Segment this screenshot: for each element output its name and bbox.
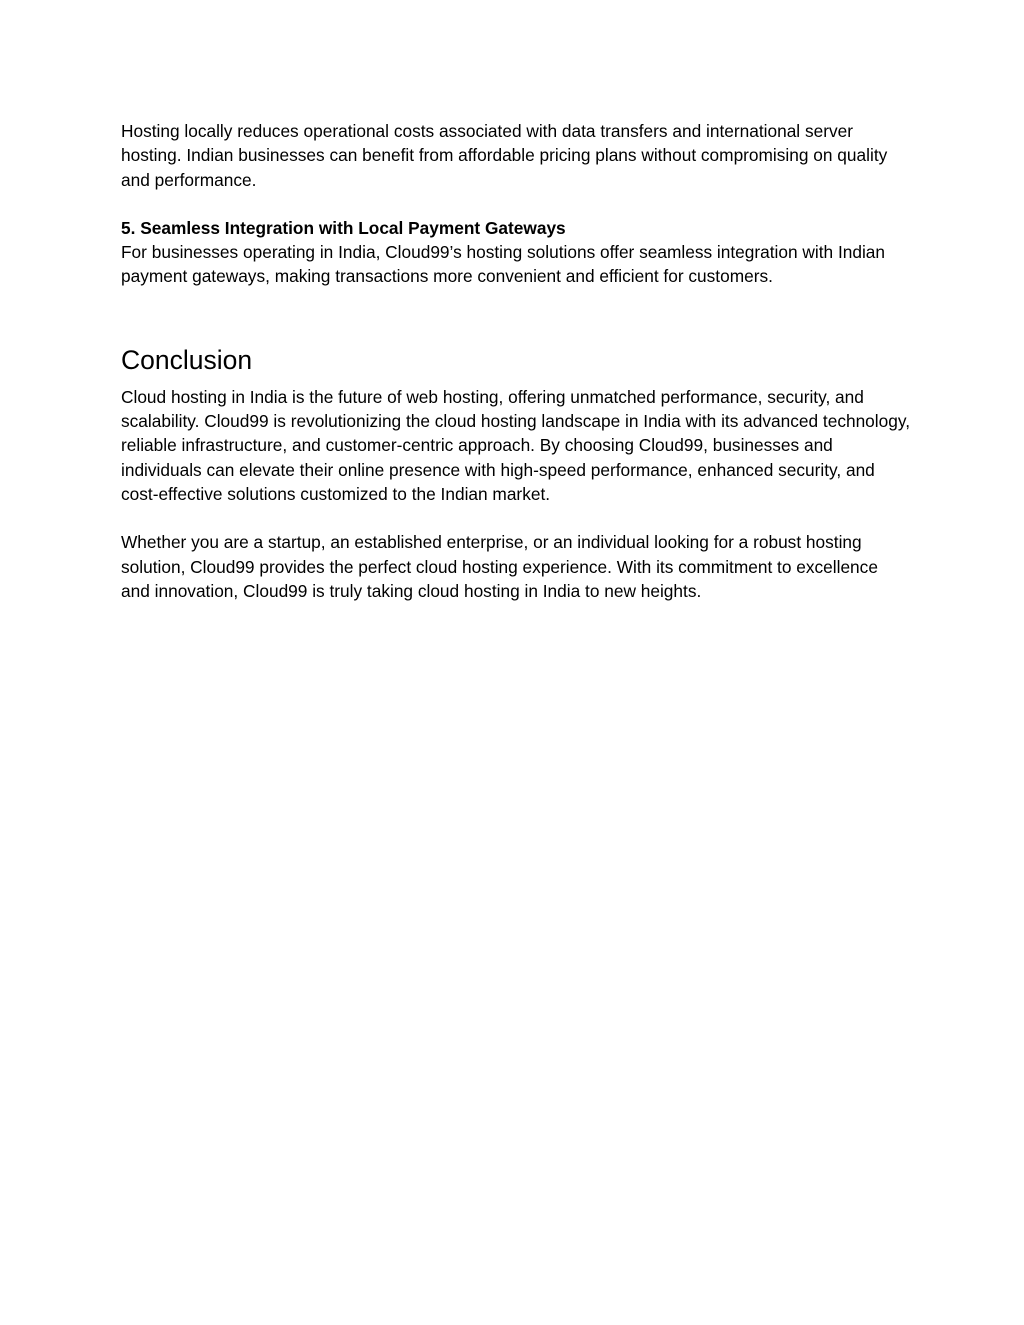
document-page bbox=[121, 119, 911, 603]
conclusion-heading: Conclusion bbox=[121, 344, 253, 375]
section-body: For businesses operating in India, Cloud99’s hosting solutions offer seamless integration with Indian payment gateways, making transactions more convenient and efficient for customers. bbox=[121, 242, 886, 287]
conclusion-paragraph-1: Cloud hosting in India is the future of web hosting, offering unmatched performance, security, and scalability. Cloud99 is revolutionizing the cloud hosting landscape in India with its advanced technology, reliable infrastructure, and customer-centric approach. By choosing Cloud99, businesses and individuals can elevate their online presence with high-speed performance, enhanced security, and cost-effective solutions customized to the Indian market. bbox=[121, 386, 911, 504]
section-conclusion bbox=[121, 343, 911, 603]
conclusion-paragraph-2: Whether you are a startup, an established enterprise, or an individual looking for a robust hosting solution, Cloud99 provides the perfect cloud hosting experience. With its commitment to excellence and innovation, Cloud99 is truly taking cloud hosting in India to new heights. bbox=[121, 532, 878, 601]
section-heading: 5. Seamless Integration with Local Payment Gateways bbox=[121, 217, 566, 238]
section-payment-gateways bbox=[121, 216, 911, 289]
intro-paragraph: Hosting locally reduces operational costs associated with data transfers and international server hosting. Indian businesses can benefit from affordable pricing plans without compromising on quality and performance. bbox=[121, 121, 888, 190]
